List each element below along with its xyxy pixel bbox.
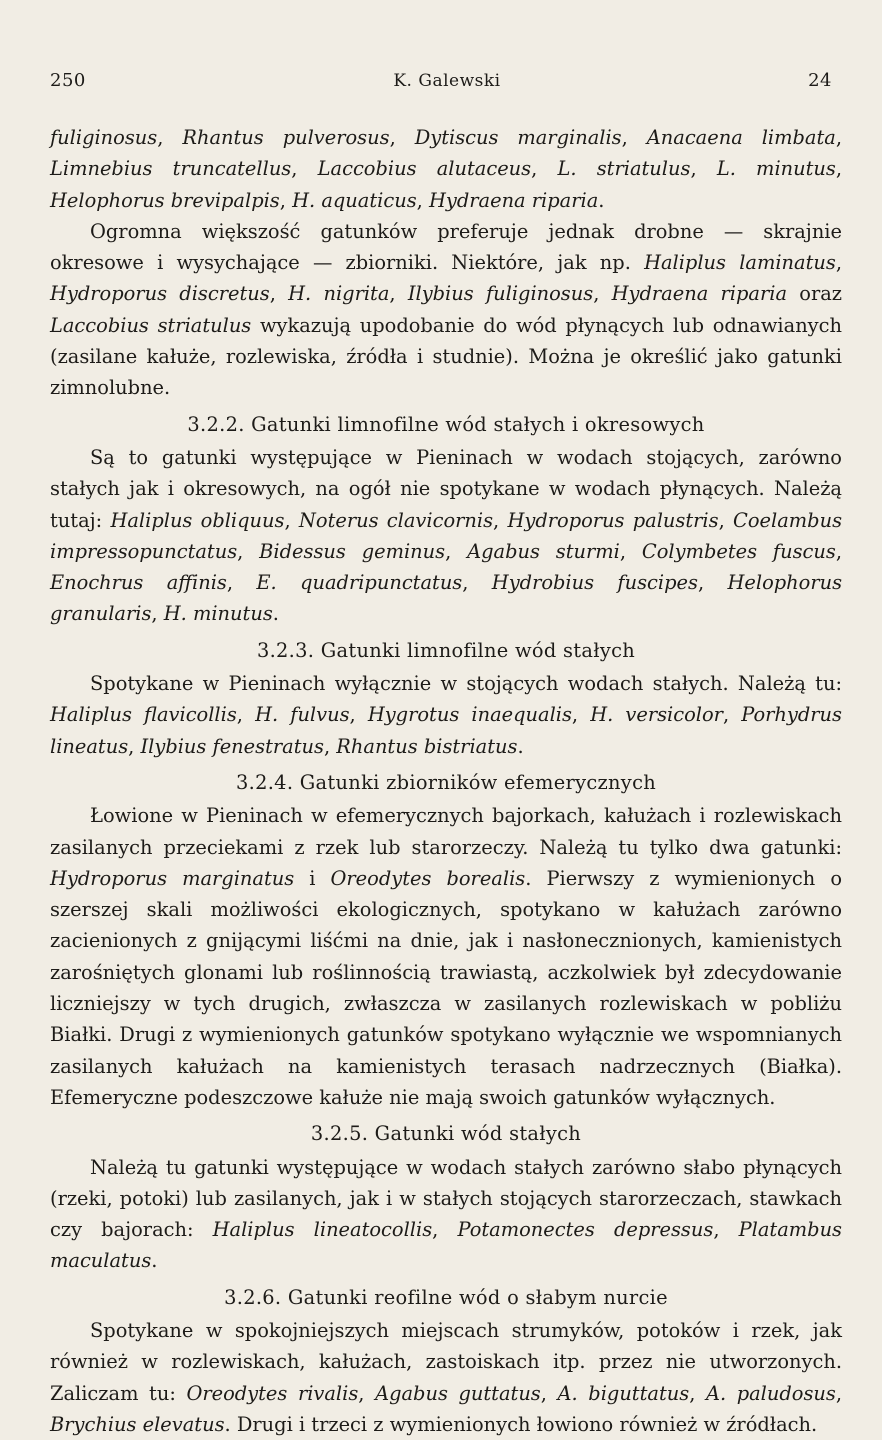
species-name: Rhantus bistriatus: [336, 734, 518, 758]
page-number: 250: [50, 70, 86, 91]
issue-number: 24: [808, 70, 832, 91]
species-name: H. aquaticus: [292, 188, 417, 212]
species-name: Noterus clavicornis: [298, 508, 494, 532]
species-name: H. fulvus: [255, 703, 350, 727]
species-name: Hydroporus marginatus: [50, 866, 295, 890]
species-name: Hydroporus palustris: [507, 508, 719, 532]
paragraph-continuation: fuliginosus, Rhantus pulverosus, Dytiscus marginalis, Anacaena limbata, Limnebius truncatellus, Laccobius alutaceus, L. striatulus, L. minutus, Helophorus brevipalpis, H. aquaticus, Hydraena riparia.: [50, 126, 843, 212]
species-name: Laccobius striatulus: [50, 313, 252, 337]
species-name: Hygrotus inaequalis: [367, 703, 572, 727]
species-name: Hydrobius fuscipes: [491, 571, 698, 595]
species-name: L. minutus: [716, 157, 836, 181]
species-name: Potamonectes depressus: [457, 1218, 714, 1242]
species-name: Colymbetes fuscus: [641, 539, 836, 563]
species-name: Hydroporus discretus: [50, 282, 270, 306]
species-name: Limnebius truncatellus: [50, 157, 292, 181]
species-name: Enochrus affinis: [50, 571, 227, 595]
species-name: Ilybius fenestratus: [140, 734, 324, 758]
paragraph: Ogromna większość gatunków preferuje jednak drobne — skrajnie okresowe i wysychające — zbiorniki. Niektóre, jak np. Haliplus laminatus, Hydroporus discretus, H. nigrita, Ilybius fuliginosus, Hydraena riparia oraz Laccobius striatulus wykazują upodobanie do wód płynących lub odnawianych (zasilane kałuże, rozlewiska, źródła i studnie). Można je określić jako gatunki zimnolubne.: [50, 219, 842, 400]
species-name: Haliplus laminatus: [644, 251, 836, 275]
paragraph: Spotykane w spokojniejszych miejscach strumyków, potoków i rzek, jak również w rozlewiskach, kałużach, zastoiskach itp. przez nie utworzonych. Zaliczam tu: Oreodytes rivalis, Agabus guttatus, A. biguttatus, A. paludosus, Brychius elevatus. Drugi i trzeci z wymienionych łowiono również w źródłach.: [50, 1318, 843, 1436]
species-name: Haliplus obliquus: [110, 508, 285, 532]
species-name: H. versicolor: [590, 703, 723, 727]
species-name: A. paludosus: [705, 1381, 836, 1405]
paragraph: Są to gatunki występujące w Pieninach w wodach stojących, zarówno stałych jak i okresowych, na ogół nie spotykane w wodach płynących. Należą tutaj: Haliplus obliquus, Noterus clavicornis, Hydroporus palustris, Coelambus impressopunctatus, Bidessus geminus, Agabus sturmi, Colymbetes fuscus, Enochrus affinis, E. quadripunctatus, Hydrobius fuscipes, Helophorus granularis, H. minutus.: [50, 445, 843, 626]
species-name: L. striatulus: [557, 157, 691, 181]
section-heading: 3.2.6. Gatunki reofilne wód o słabym nurcie: [224, 1285, 668, 1309]
species-name: E. quadripunctatus: [256, 571, 463, 595]
species-name: Ilybius fuliginosus: [407, 282, 594, 306]
species-name: Haliplus flavicollis: [50, 703, 237, 727]
species-name: Helophorus granularis: [50, 571, 843, 626]
species-name: Porhydrus lineatus: [50, 703, 842, 758]
species-name: Coelambus impressopunctatus: [50, 508, 843, 563]
species-name: A. biguttatus: [557, 1381, 690, 1405]
section-heading: 3.2.3. Gatunki limnofilne wód stałych: [256, 638, 636, 662]
species-name: Brychius elevatus: [50, 1412, 225, 1436]
section-heading: 3.2.5. Gatunki wód stałych: [310, 1122, 582, 1146]
species-name: Platambus maculatus: [50, 1218, 843, 1273]
species-name: H. minutus: [163, 602, 273, 626]
section-heading: 3.2.4. Gatunki zbiorników efemerycznych: [235, 770, 657, 794]
species-name: Anacaena limbata: [646, 126, 836, 149]
species-name: Oreodytes rivalis: [186, 1381, 359, 1405]
species-name: Hydraena riparia: [428, 188, 599, 212]
species-name: Agabus sturmi: [467, 539, 620, 563]
running-header: [50, 70, 832, 91]
species-name: fuliginosus: [50, 126, 158, 149]
species-name: Laccobius alutaceus: [317, 157, 532, 181]
species-name: Oreodytes borealis: [330, 866, 526, 890]
paragraph: Łowione w Pieninach w efemerycznych bajorkach, kałużach i rozlewiskach zasilanych przeciekami z rzek lub starorzeczy. Należą tu tylko dwa gatunki: Hydroporus marginatus i Oreodytes borealis. Pierwszy z wymienionych o szerszej skali możliwości ekologicznych, spotykano w kałużach zarówno zacienionych z gnijącymi liśćmi na dnie, jak i nasłonecznionych, kamienistych zarośniętych glonami lub roślinnością trawiastą, aczkolwiek był zdecydowanie liczniejszy w tych drugich, zwłaszcza w zasilanych rozlewiskach w pobliżu Białki. Drugi z wymienionych gatunków spotykano wyłącznie we wspomnianych zasilanych kałużach na kamienistych terasach nadrzecznych (Białka). Efemeryczne podeszczowe kałuże nie mają swoich gatunków wyłącznych.: [50, 804, 843, 1109]
running-head-author: K. Galewski: [393, 71, 501, 91]
species-name: Rhantus pulverosus: [182, 126, 390, 149]
species-name: Dytiscus marginalis: [414, 126, 622, 149]
species-name: Bidessus geminus: [259, 539, 446, 563]
body-text: [50, 122, 842, 1440]
species-name: Agabus guttatus: [375, 1381, 541, 1405]
species-name: Hydraena riparia: [611, 282, 788, 306]
paragraph: Należą tu gatunki występujące w wodach stałych zarówno słabo płynących (rzeki, potoki) lub zasilanych, jak i w stałych stojących starorzeczach, stawkach czy bajorach: Haliplus lineatocollis, Potamonectes depressus, Platambus maculatus.: [50, 1155, 843, 1273]
section-heading: 3.2.2. Gatunki limnofilne wód stałych i okresowych: [187, 412, 705, 436]
species-name: Haliplus lineatocollis: [212, 1218, 433, 1242]
paragraph: Spotykane w Pieninach wyłącznie w stojących wodach stałych. Należą tu: Haliplus flavicollis, H. fulvus, Hygrotus inaequalis, H. versicolor, Porhydrus lineatus, Ilybius fenestratus, Rhantus bistriatus.: [50, 672, 842, 758]
species-name: Helophorus brevipalpis: [50, 188, 280, 212]
species-name: H. nigrita: [288, 282, 390, 306]
